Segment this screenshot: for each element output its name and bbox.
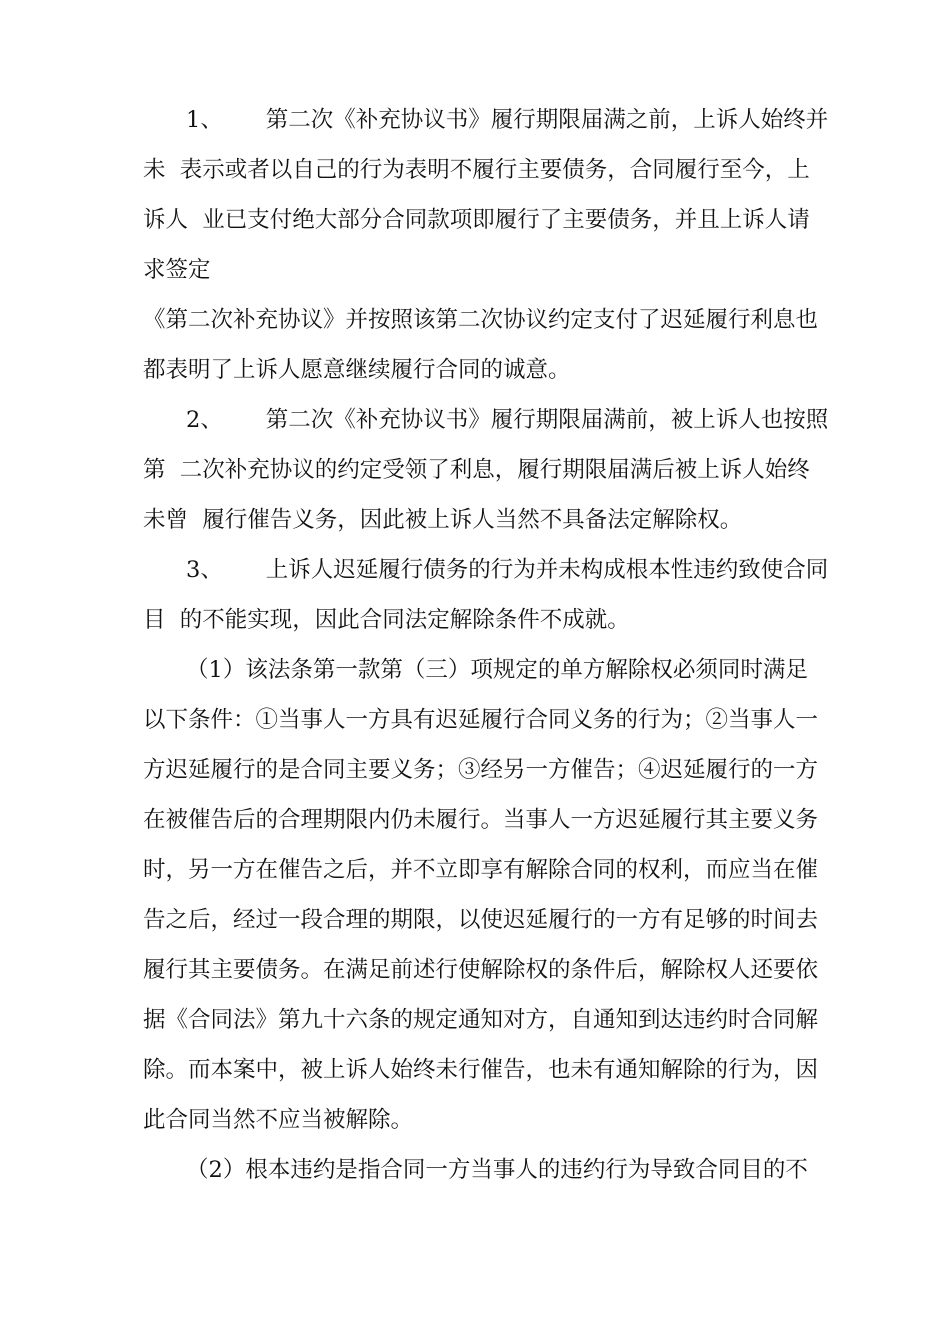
text-line: 诉人 业已支付绝大部分合同款项即履行了主要债务，并且上诉人请	[143, 207, 810, 233]
text-line: 第 二次补充协议的约定受领了利息，履行期限届满后被上诉人始终	[143, 457, 810, 483]
text-line: 1、 第二次《补充协议书》履行期限届满之前，上诉人始终并	[186, 107, 829, 133]
text-line: 《第二次补充协议》并按照该第二次协议约定支付了迟延履行利息也	[143, 307, 819, 333]
text-line: 方迟延履行的是合同主要义务；③经另一方催告；④迟延履行的一方	[143, 757, 819, 783]
text-line: 未曾 履行催告义务，因此被上诉人当然不具备法定解除权。	[143, 507, 743, 533]
text-line: 都表明了上诉人愿意继续履行合同的诚意。	[143, 357, 571, 383]
text-line: 求签定	[143, 257, 211, 283]
text-line: 履行其主要债务。在满足前述行使解除权的条件后，解除权人还要依	[143, 957, 819, 983]
text-line: 时，另一方在催告之后，并不立即享有解除合同的权利，而应当在催	[143, 857, 819, 883]
text-line: 3、 上诉人迟延履行债务的行为并未构成根本性违约致使合同	[186, 557, 829, 583]
text-line: 据《合同法》第九十六条的规定通知对方，自通知到达违约时合同解	[143, 1007, 819, 1033]
text-line: 在被催告后的合理期限内仍未履行。当事人一方迟延履行其主要义务	[143, 807, 819, 833]
text-line: 目 的不能实现，因此合同法定解除条件不成就。	[143, 607, 630, 633]
text-line: 此合同当然不应当被解除。	[143, 1107, 414, 1133]
text-line: 告之后，经过一段合理的期限，以使迟延履行的一方有足够的时间去	[143, 907, 819, 933]
text-line: 以下条件：①当事人一方具有迟延履行合同义务的行为；②当事人一	[143, 707, 819, 733]
text-line: （2）根本违约是指合同一方当事人的违约行为导致合同目的不	[186, 1157, 808, 1183]
text-line: （1）该法条第一款第（三）项规定的单方解除权必须同时满足	[186, 657, 808, 683]
text-line: 除。而本案中，被上诉人始终未行催告，也未有通知解除的行为，因	[143, 1057, 819, 1083]
text-line: 2、 第二次《补充协议书》履行期限届满前，被上诉人也按照	[186, 407, 829, 433]
text-line: 未 表示或者以自己的行为表明不履行主要债务，合同履行至今，上	[143, 157, 810, 183]
